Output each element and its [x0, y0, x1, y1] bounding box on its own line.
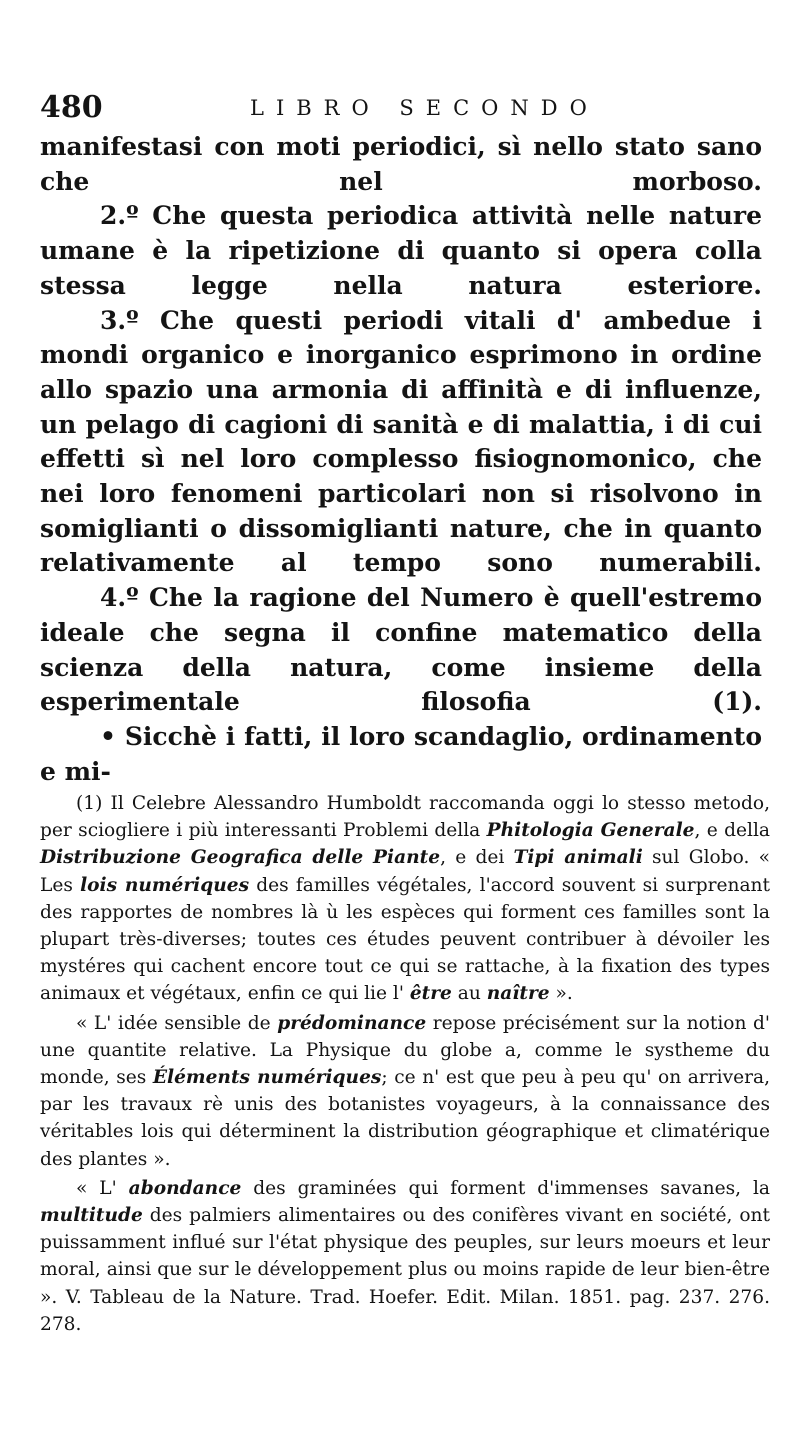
footnote-italic: Éléments numériques [152, 1067, 382, 1089]
footnote-italic: Distribuzione Geografica delle Piante [40, 847, 441, 869]
footnote-text: « L' idée sensible de [76, 1012, 278, 1034]
footnote-text: , e dei [440, 847, 514, 869]
footnote-quote [40, 1010, 770, 1173]
running-head [40, 88, 760, 128]
paragraph: 2.º Che questa periodica attività nelle nature umane è la ripetizione di quanto si opera colla stessa legge nella natura esteriore. [40, 201, 762, 300]
footnote-italic: naître [486, 983, 550, 1005]
paragraph: 4.º Che la ragione del Numero è quell'estremo ideale che segna il confine matematico della scienza della natura, come insieme della esperimentale filosofia (1). [40, 583, 762, 717]
footnotes [40, 790, 770, 1340]
footnote-text: au [451, 983, 487, 1005]
footnote-text: des graminées qui forment d'immenses savanes, la [241, 1177, 770, 1199]
footnote-text: sul Globo. « Les [40, 847, 770, 896]
paragraph: manifestasi con moti periodici, sì nello stato sano che nel morboso. [40, 132, 762, 196]
footnote-text: , e della [694, 820, 770, 842]
main-text [40, 130, 762, 789]
footnote-italic: être [409, 983, 452, 1005]
footnote-text: ; ce n' est que peu à peu qu' on arrivera, par les travaux rè unis des botanistes voyageurs, à la connaissance des véritables lois qui déterminent la distribution géographique et climatérique des plantes ». [40, 1067, 771, 1170]
footnote-text: « L' [76, 1177, 129, 1199]
page-number: 480 [40, 90, 103, 125]
footnote-quote [40, 1175, 770, 1338]
footnote [40, 790, 770, 1008]
running-title: LIBRO SECONDO [250, 96, 599, 120]
footnote-italic: Phitologia Generale [486, 820, 695, 842]
footnote-text: (1) Il Celebre Alessandro Humboldt raccomanda oggi lo stesso metodo, per sciogliere i più interessanti Problemi della [40, 793, 770, 842]
footnote-italic: abondance [128, 1177, 242, 1199]
footnote-text: des familles végétales, l'accord souvent si surprenant des rapportes de nombres là ù les espèces qui forment ces familles sont la plupart très-diverses; toutes ces études peuvent contribuer à dévoiler les mystéres qui cachent encore tout ce qui se rattache, à la fixation des types animaux et végétaux, enfin ce qui lie l' [40, 874, 770, 1005]
paragraph: 3.º Che questi periodi vitali d' ambedue i mondi organico e inorganico esprimono in ordine allo spazio una armonia di affinità e di influenze, un pelago di cagioni di sanità e di malattia, i di cui effetti sì nel loro complesso fisiognomonico, che nei loro fenomeni particolari non si risolvono in somiglianti o dissomiglianti nature, che in quanto relativamente al tempo sono numerabili. [40, 305, 762, 578]
paragraph: • Sicchè i fatti, il loro scandaglio, ordinamento e mi- [40, 721, 762, 786]
footnote-text: ». [549, 983, 573, 1005]
footnote-italic: Tipi animali [513, 847, 643, 869]
footnote-italic: lois numériques [80, 874, 250, 896]
footnote-text: repose précisément sur la notion d' une quantite relative. La Physique du globe a, comme le systheme du monde, ses [40, 1012, 770, 1089]
footnote-italic: prédominance [277, 1012, 427, 1034]
footnote-text: des palmiers alimentaires ou des conifères vivant en société, ont puissamment influé sur l'état physique des peuples, sur leurs moeurs et leur moral, ainsi que sur le développement plus ou moins rapide de leur bien-être ». V. Tableau de la Nature. Trad. Hoefer. Edit. Milan. 1851. pag. 237. 276. 278. [40, 1205, 770, 1335]
footnote-italic: multitude [40, 1205, 143, 1227]
